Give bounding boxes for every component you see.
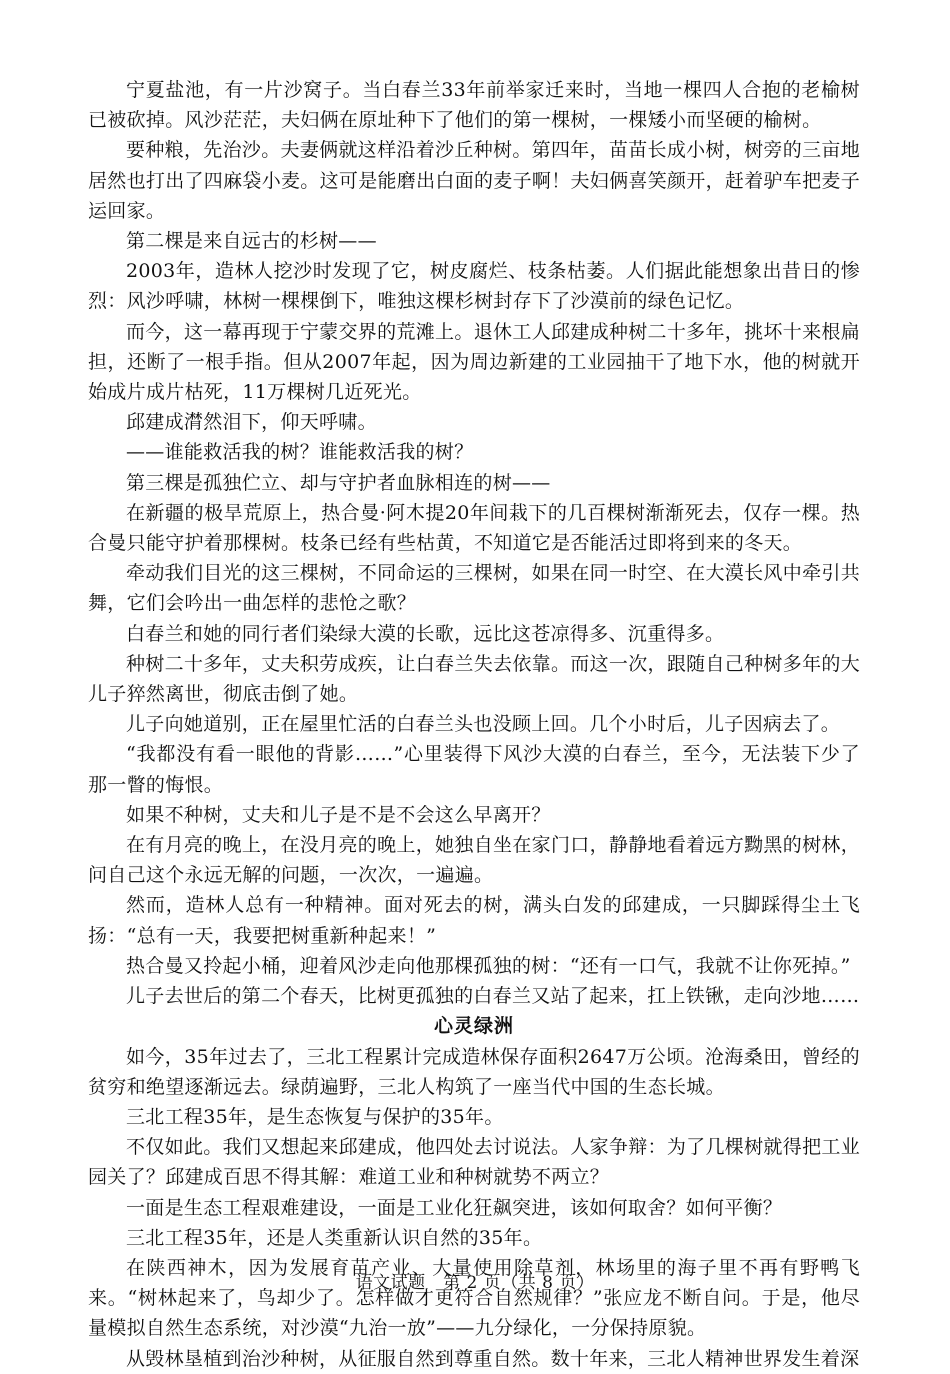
page-footer: 语文试题 第 2 页（共 8 页） [355, 1273, 595, 1293]
article-paragraph: 儿子去世后的第二个春天，比树更孤独的白春兰又站了起来，扛上铁锹，走向沙地…… [126, 985, 860, 1008]
article-paragraph: 一面是生态工程艰难建设，一面是工业化狂飙突进，该如何取舍？如何平衡？ [126, 1196, 783, 1219]
article-paragraph: 第三棵是孤独伫立、却与守护者血脉相连的树—— [126, 471, 551, 494]
article-paragraph: 在陕西神木，因为发展育苗产业、大量使用除草剂，林场里的海子里不再有野鸭飞来。“树林起来了，鸟却少了。怎样做才更符合自然规律？”张应龙不断自问。于是，他尽量模拟自然生态系统，对沙漠“九治一放”——九分绿化，一分保持原貌。 [88, 1256, 860, 1340]
article-paragraph: 第二棵是来自远古的杉树—— [126, 230, 377, 253]
article-paragraph: 儿子向她道别，正在屋里忙活的白春兰头也没顾上回。几个小时后，儿子因病去了。 [126, 713, 841, 736]
article-paragraph: 在有月亮的晚上，在没月亮的晚上，她独自坐在家门口，静静地看着远方黝黑的树林，问自己这个永远无解的问题，一次次，一遍遍。 [88, 834, 860, 887]
article-paragraph: 如今，35年过去了，三北工程累计完成造林保存面积2647万公顷。沧海桑田，曾经的贫穷和绝望逐渐远去。绿荫遍野，三北人构筑了一座当代中国的生态长城。 [88, 1045, 860, 1098]
article-paragraph: 然而，造林人总有一种精神。面对死去的树，满头白发的邱建成，一只脚踩得尘土飞扬：“总有一天，我要把树重新种起来！” [88, 894, 860, 947]
article-paragraph: 热合曼又拎起小桶，迎着风沙走向他那棵孤独的树：“还有一口气，我就不让你死掉。” [126, 954, 851, 977]
article-paragraph: 三北工程35年，是生态恢复与保护的35年。 [126, 1105, 504, 1128]
section-heading: 心灵绿洲 [433, 1015, 514, 1038]
article-paragraph: 要种粮，先治沙。夫妻俩就这样沿着沙丘种树。第四年，苗苗长成小树，树旁的三亩地居然也打出了四麻袋小麦。这可是能磨出白面的麦子啊！夫妇俩喜笑颜开，赶着驴车把麦子运回家。 [88, 139, 861, 222]
article-paragraph: 而今，这一幕再现于宁蒙交界的荒滩上。退休工人邱建成种树二十多年，挑坏十来根扁担，还断了一根手指。但从2007年起，因为周边新建的工业园抽干了地下水，他的树就开始成片成片枯死，11万棵树几近死光。 [88, 320, 860, 404]
article-paragraph: 邱建成潸然泪下，仰天呼啸。 [126, 411, 377, 434]
article-paragraph: 牵动我们目光的这三棵树，不同命运的三棵树，如果在同一时空、在大漠长风中牵引共舞，它们会吟出一曲怎样的悲怆之歌？ [88, 562, 860, 615]
article-paragraph: 不仅如此。我们又想起来邱建成，他四处去讨说法。人家争辩：为了几棵树就得把工业园关了？邱建成百思不得其解：难道工业和种树就势不两立？ [88, 1136, 860, 1189]
article-paragraph: 白春兰和她的同行者们染绿大漠的长歌，远比这苍凉得多、沉重得多。 [126, 622, 725, 645]
article-paragraph: 三北工程35年，还是人类重新认识自然的35年。 [126, 1226, 543, 1249]
article-paragraph: 2003年，造林人挖沙时发现了它，树皮腐烂、枝条枯萎。人们据此能想象出昔日的惨烈：风沙呼啸，林树一棵棵倒下，唯独这棵杉树封存下了沙漠前的绿色记忆。 [88, 260, 860, 313]
article-paragraph: “我都没有看一眼他的背影……”心里装得下风沙大漠的白春兰，至今，无法装下少了那一瞥的悔恨。 [88, 743, 860, 796]
article-paragraph: 从毁林垦植到治沙种树，从征服自然到尊重自然。数十年来，三北人精神世界发生着深 [126, 1347, 860, 1370]
article-paragraph: ——谁能救活我的树？谁能救活我的树？ [126, 441, 474, 464]
article-paragraph: 宁夏盐池，有一片沙窝子。当白春兰33年前举家迁来时，当地一棵四人合抱的老榆树已被砍掉。风沙茫茫，夫妇俩在原址种下了他们的第一棵树，一棵矮小而坚硬的榆树。 [88, 79, 860, 132]
article-paragraph: 在新疆的极旱荒原上，热合曼·阿木提20年间栽下的几百棵树渐渐死去，仅存一棵。热合曼只能守护着那棵树。枝条已经有些枯黄，不知道它是否能活过即将到来的冬天。 [88, 501, 860, 555]
article-paragraph: 如果不种树，丈夫和儿子是不是不会这么早离开？ [126, 803, 551, 826]
article-paragraph: 种树二十多年，丈夫积劳成疾，让白春兰失去依靠。而这一次，跟随自己种树多年的大儿子猝然离世，彻底击倒了她。 [88, 652, 860, 706]
article-body [88, 75, 860, 1374]
